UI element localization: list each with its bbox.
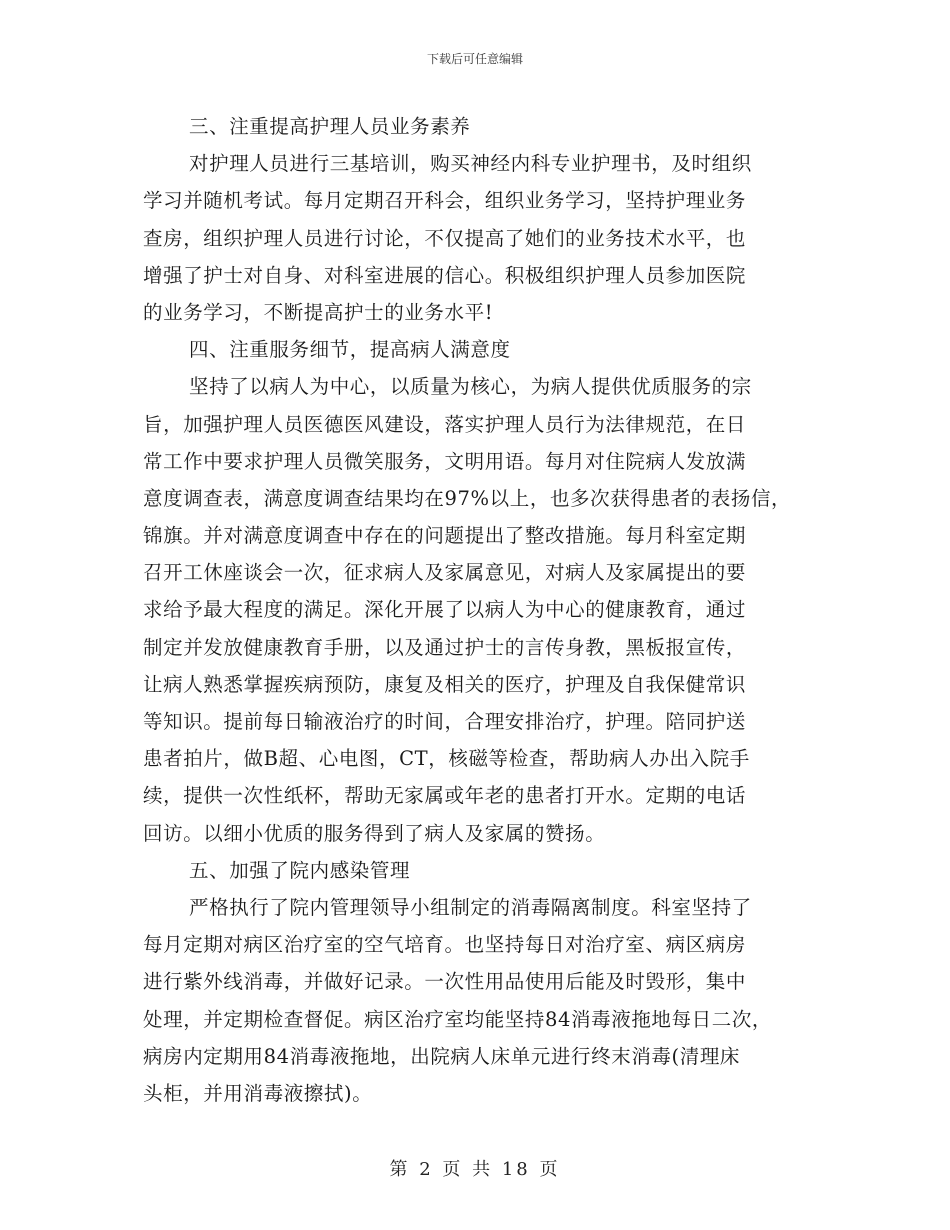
page-footer: 第 2 页 共 18 页 xyxy=(389,1159,561,1180)
paragraph-line: 严格执行了院内管理领导小组制定的消毒隔离制度。科室坚持了 xyxy=(189,895,752,919)
paragraph-line: 坚持了以病人为中心，以质量为核心，为病人提供优质服务的宗 xyxy=(189,375,752,399)
paragraph-line: 常工作中要求护理人员微笑服务，文明用语。每月对住院病人发放满 xyxy=(143,449,747,473)
paragraph-line: 等知识。提前每日输液治疗的时间，合理安排治疗，护理。陪同护送 xyxy=(143,710,747,733)
paragraph-line: 制定并发放健康教育手册，以及通过护士的言传身教，黑板报宣传， xyxy=(143,635,747,659)
paragraph-line: 学习并随机考试。每月定期召开科会，组织业务学习，坚持护理业务 xyxy=(143,189,747,213)
page-header: 下载后可任意编辑 xyxy=(426,52,523,66)
paragraph-line: 增强了护士对自身、对科室进展的信心。积极组织护理人员参加医院 xyxy=(143,263,747,287)
paragraph-line: 每月定期对病区治疗室的空气培育。也坚持每日对治疗室、病区病房 xyxy=(143,933,747,957)
paragraph-line: 求给予最大程度的满足。深化开展了以病人为中心的健康教育，通过 xyxy=(143,598,747,622)
paragraph-line: 意度调查表，满意度调查结果均在97%以上，也多次获得患者的表扬信， xyxy=(143,486,792,510)
paragraph-line: 召开工休座谈会一次，征求病人及家属意见，对病人及家属提出的要 xyxy=(143,561,747,585)
paragraph-line: 让病人熟悉掌握疾病预防，康复及相关的医疗，护理及自我保健常识 xyxy=(143,672,747,696)
paragraph-line: 头柜，并用消毒液擦拭)。 xyxy=(143,1081,373,1105)
paragraph-line: 回访。以细小优质的服务得到了病人及家属的赞扬。 xyxy=(143,821,606,845)
paragraph-line: 锦旗。并对满意度调查中存在的问题提出了整改措施。每月科室定期 xyxy=(143,524,747,548)
paragraph-line: 三、注重提高护理人员业务素养 xyxy=(189,115,471,138)
paragraph-line: 进行紫外线消毒，并做好记录。一次性用品使用后能及时毁形，集中 xyxy=(143,970,747,994)
paragraph-line: 的业务学习，不断提高护士的业务水平! xyxy=(143,300,494,324)
paragraph-line: 患者拍片，做B超、心电图，CT，核磁等检查，帮助病人办出入院手 xyxy=(143,747,750,771)
paragraph-line: 四、注重服务细节，提高病人满意度 xyxy=(189,338,511,362)
paragraph-line: 查房，组织护理人员进行讨论，不仅提高了她们的业务技术水平，也 xyxy=(143,226,747,250)
paragraph-line: 旨，加强护理人员医德医风建设，落实护理人员行为法律规范，在日 xyxy=(143,412,747,436)
document-body xyxy=(143,108,823,1112)
paragraph-line: 病房内定期用84消毒液拖地，出院病人床单元进行终末消毒(清理床 xyxy=(143,1044,741,1068)
paragraph-line: 五、加强了院内感染管理 xyxy=(189,858,411,882)
paragraph-line: 处理，并定期检查督促。病区治疗室均能坚持84消毒液拖地每日二次， xyxy=(143,1007,773,1031)
paragraph-line: 续，提供一次性纸杯，帮助无家属或年老的患者打开水。定期的电话 xyxy=(143,784,747,808)
paragraph-line: 对护理人员进行三基培训，购买神经内科专业护理书，及时组织 xyxy=(189,152,752,176)
